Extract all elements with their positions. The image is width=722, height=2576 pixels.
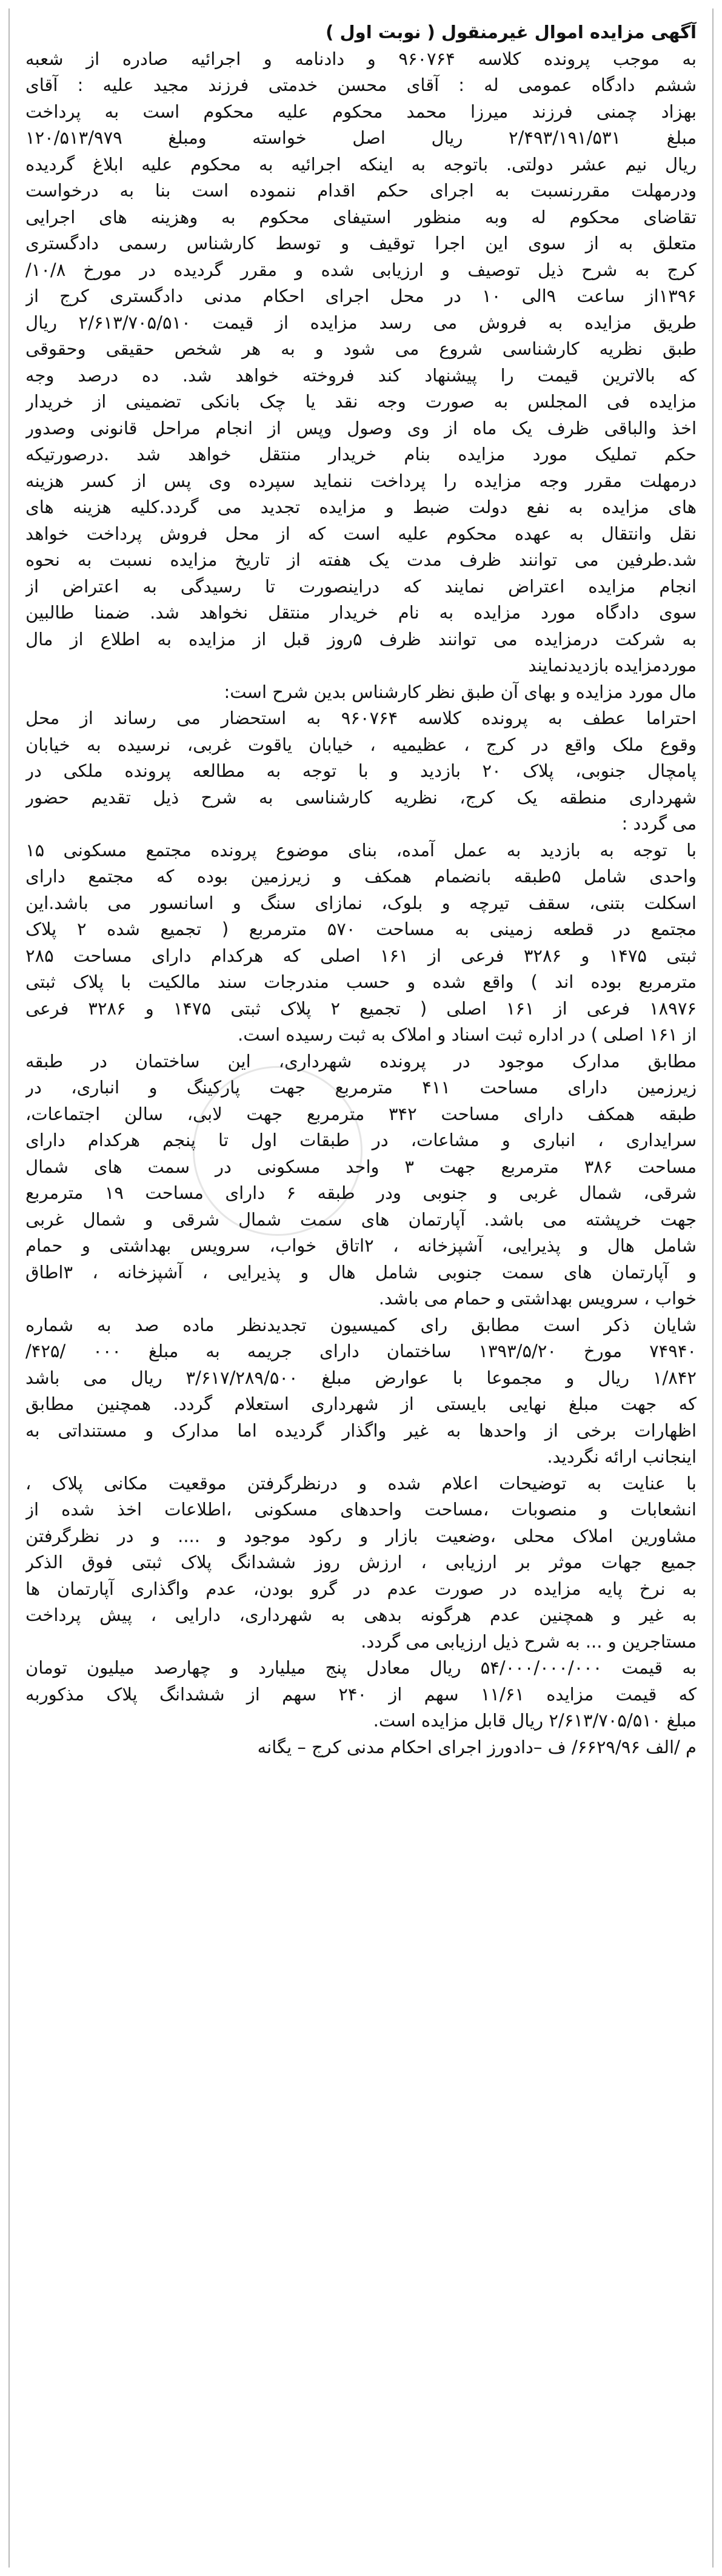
- notice-line: انشعابات و منصوبات ،مساحت واحدهای مسکونی ،اطلاعات اخذ شده از: [25, 1499, 697, 1520]
- notice-line: به موجب پرونده کلاسه ۹۶۰۷۶۴ و دادنامه و اجرائیه صادره از شعبه: [25, 48, 697, 69]
- notice-line: واحدی شامل ۵طبقه بانضمام همکف و زیرزمین بوده که مجتمع دارای: [25, 866, 697, 887]
- notice-line: وقوع ملک واقع در کرج ، عظیمیه ، خیابان یاقوت غربی، نرسیده به خیابان: [25, 734, 697, 755]
- notice-line: و آپارتمان های سمت جنوبی شامل هال و پذیرایی ، آشپزخانه ، ۳اطاق: [25, 1261, 697, 1283]
- notice-line: که جهت مبلغ نهایی بایستی از شهرداری استعلام گردد. همچنین مطابق: [25, 1394, 697, 1414]
- notice-line: به قیمت ۵۴/۰۰۰/۰۰۰/۰۰۰ ریال معادل پنج میلیارد و چهارصد میلیون تومان: [25, 1657, 697, 1678]
- notice-line: شرقی، شمال غربی و جنوبی ودر طبقه ۶ دارای مساحت ۱۹ مترمربع: [25, 1182, 697, 1203]
- notice-line: از ۱۶۱ اصلی ) در اداره ثبت اسناد و املاک به ثبت رسیده است.: [238, 1024, 697, 1045]
- notice-line: ۷۴۹۴۰ مورخ ۱۳۹۳/۵/۲۰ ساختمان دارای جریمه به مبلغ ۰۰۰ /۴۲۵/: [25, 1341, 697, 1361]
- notice-line: مستاجرین و ... به شرح ذیل ارزیابی می گردد.: [361, 1631, 697, 1652]
- notice-line: انجام مزایده اعتراض نمایند که دراینصورت تا رسیدگی به اعتراض از: [25, 575, 697, 597]
- notice-line: طریق مزایده به فروش می رسد مزایده از قیمت ۲/۶۱۳/۷۰۵/۵۱۰ ریال: [25, 312, 697, 333]
- notice-line: که بالاترین قیمت را پیشنهاد کند فروخته خواهد شد. ده درصد وجه: [25, 364, 697, 386]
- notice-line: ریال نیم عشر دولتی. باتوجه به اینکه اجرائیه به محکوم علیه ابلاغ گردیده: [25, 153, 697, 175]
- notice-line: مساحت ۳۸۶ مترمربع جهت ۳ واحد مسکونی در سمت های شمال: [25, 1156, 697, 1177]
- notice-line: شامل هال و پذیرایی، آشپزخانه ، ۲اتاق خواب، سرویس بهداشتی و حمام: [25, 1235, 697, 1256]
- notice-line: ودرمهلت مقررنسبت به اجرای حکم اقدام ننموده است بنا به درخواست: [25, 180, 697, 201]
- notice-line: نقل وانتقال به عهده محکوم علیه است که از محل فروش پرداخت خواهد: [25, 523, 697, 544]
- notice-line: مشاورین املاک محلی ،وضعیت بازار و رکود موجود و .... و در نظرگرفتن: [25, 1525, 697, 1546]
- notice-line: اسکلت بتنی، سقف تیرچه و بلوک، نمازای سنگ و اسانسور می باشد.این: [25, 892, 697, 913]
- notice-page: [8, 8, 714, 2568]
- notice-line: سوی دادگاه مورد مزایده به نام خریدار منتقل نخواهد شد. ضمنا طالبین: [25, 602, 697, 623]
- notice-line: اخذ والباقی ظرف یک ماه از وی وصول وپس از انجام مراحل قانونی وصدور: [25, 417, 697, 438]
- notice-line: مترمربع بوده اند ) واقع شده و حسب مندرجات سند مالکیت با پلاک ثبتی: [25, 971, 697, 992]
- notice-line: موردمزایده بازدیدنمایند: [528, 655, 697, 676]
- notice-line: ۱/۸۴۲ ریال و مجموعا با عوارض مبلغ ۳/۶۱۷/۲۸۹/۵۰۰ ریال می باشد: [25, 1367, 697, 1388]
- notice-line: مطابق مدارک موجود در پرونده شهرداری، این ساختمان در طبقه: [25, 1050, 697, 1072]
- notice-line: مبلغ ۲/۶۱۳/۷۰۵/۵۱۰ ریال قابل مزایده است.: [373, 1710, 697, 1731]
- notice-title: آگهی مزایده اموال غیرمنقول ( نوبت اول ): [326, 22, 697, 42]
- notice-line: با عنایت به توضیحات اعلام شده و درنظرگرفتن موقعیت مکانی پلاک ،: [25, 1472, 697, 1494]
- notice-line: خواب ، سرویس بهداشتی و حمام می باشد.: [378, 1288, 697, 1309]
- notice-line: اظهارات برخی از واحدها به غیر واگذار گردیده اما مدارک و مستنداتی به: [25, 1420, 697, 1441]
- notice-line: سرایداری ، انباری و مشاعات، در طبقات اول تا پنجم هرکدام دارای: [25, 1130, 697, 1150]
- notice-line: مزایده فی المجلس به صورت وجه نقد یا چک بانکی تضمینی از خریدار: [25, 391, 697, 412]
- notice-line: که قیمت مزایده ۱۱/۶۱ سهم از ۲۴۰ سهم از ششدانگ پلاک مذکوربه: [25, 1683, 697, 1705]
- notice-signature: م /الف ۶۶۲۹/۹۶/ ف –دادورز اجرای احکام مدنی کرج – یگانه: [257, 1736, 697, 1757]
- notice-line: به نرخ پایه مزایده در صورت عدم در گرو بودن، عدم واگذاری آپارتمان ها: [25, 1578, 697, 1599]
- notice-line: احتراما عطف به پرونده کلاسه ۹۶۰۷۶۴ به استحضار می رساند از محل: [25, 708, 697, 728]
- notice-line: مبلغ ۲/۴۹۳/۱۹۱/۵۳۱ ریال اصل خواسته ومبلغ ۱۲۰/۵۱۳/۹۷۹: [25, 127, 697, 148]
- notice-line: تقاضای محکوم له وبه منظور استیفای محکوم به وهزینه های اجرایی: [25, 206, 697, 227]
- notice-line: شد.طرفین می توانند ظرف مدت یک هفته از تاریخ مزایده نسبت به نحوه: [25, 549, 697, 570]
- notice-line: بهزاد چمنی فرزند میرزا محمد محکوم علیه محکوم است به پرداخت: [25, 101, 697, 122]
- notice-line: متعلق به از سوی این اجرا توقیف و توسط کارشناس رسمی دادگستری: [25, 233, 697, 253]
- notice-line: ۱۳۹۶از ساعت ۹الی ۱۰ در محل اجرای احکام مدنی دادگستری کرج از: [25, 286, 697, 306]
- notice-line: های مزایده به نفع دولت ضبط و مزایده تجدید می گردد.کلیه هزینه های: [25, 497, 697, 517]
- notice-line: به غیر و همچنین عدم هرگونه بدهی به شهرداری، دارایی ، پیش پرداخت: [25, 1605, 697, 1625]
- notice-line: ثبتی ۱۴۷۵ و ۳۲۸۶ فرعی از ۱۶۱ اصلی که هرکدام دارای مساحت ۲۸۵: [25, 945, 697, 966]
- notice-line: شهرداری منطقه یک کرج، نظریه کارشناسی به شرح ذیل تقدیم حضور: [25, 787, 697, 808]
- notice-line: جهت خرپشته می باشد. آپارتمان های سمت شمال شرقی و شمال غربی: [25, 1209, 697, 1230]
- notice-line: حکم تملیک مورد مزایده بنام خریدار منتقل خواهد شد .درصورتیکه: [25, 444, 697, 465]
- notice-line: شایان ذکر است مطابق رای کمیسیون تجدیدنظر ماده صد به شماره: [25, 1314, 697, 1335]
- notice-line: مجتمع در قطعه زمینی به مساحت ۵۷۰ مترمربع ( تجمیع شده ۲ پلاک: [25, 919, 697, 939]
- notice-line: درمهلت مقرر وجه مزایده را پرداخت ننماید سپرده وی پس از کسر هزینه: [25, 470, 697, 491]
- section-heading: مال مورد مزایده و بهای آن طبق نظر کارشناس بدین شرح است:: [224, 681, 697, 702]
- notice-line: طبق نظریه کارشناسی شروع می شود و به هر شخص حقیقی وحقوقی: [25, 338, 697, 359]
- notice-line: پامچال جنوبی، پلاک ۲۰ بازدید و با توجه به مطالعه پرونده ملکی در: [25, 760, 697, 781]
- notice-line: زیرزمین دارای مساحت ۴۱۱ مترمربع جهت پارکینگ و انباری، در: [25, 1077, 697, 1098]
- notice-line: ۱۸۹۷۶ فرعی از ۱۶۱ اصلی ( تجمیع ۲ پلاک ثبتی ۱۴۷۵ و ۳۲۸۶ فرعی: [25, 998, 697, 1019]
- notice-line: کرج به شرح ذیل توصیف و ارزیابی شده و مقرر گردیده در مورخ ۱۰/۸/: [25, 259, 697, 280]
- notice-line: جمیع جهات موثر بر ارزیابی ، ارزش روز ششدانگ پلاک ثبتی فوق الذکر: [25, 1552, 697, 1572]
- notice-line: با توجه به بازدید به عمل آمده، بنای موضوع پرونده مجتمع مسکونی ۱۵: [25, 839, 697, 860]
- notice-line: ششم دادگاه عمومی له : آقای محسن خدمتی فرزند مجید علیه : آقای: [25, 75, 697, 95]
- notice-line: طبقه همکف دارای مساحت ۳۴۲ مترمربع جهت لابی، سالن اجتماعات،: [25, 1103, 697, 1124]
- notice-line: اینجانب ارائه نگردید.: [547, 1446, 697, 1467]
- notice-line: می گردد :: [621, 813, 697, 834]
- notice-line: به شرکت درمزایده می توانند ظرف ۵روز قبل از مزایده به اطلاع از مال: [25, 628, 697, 649]
